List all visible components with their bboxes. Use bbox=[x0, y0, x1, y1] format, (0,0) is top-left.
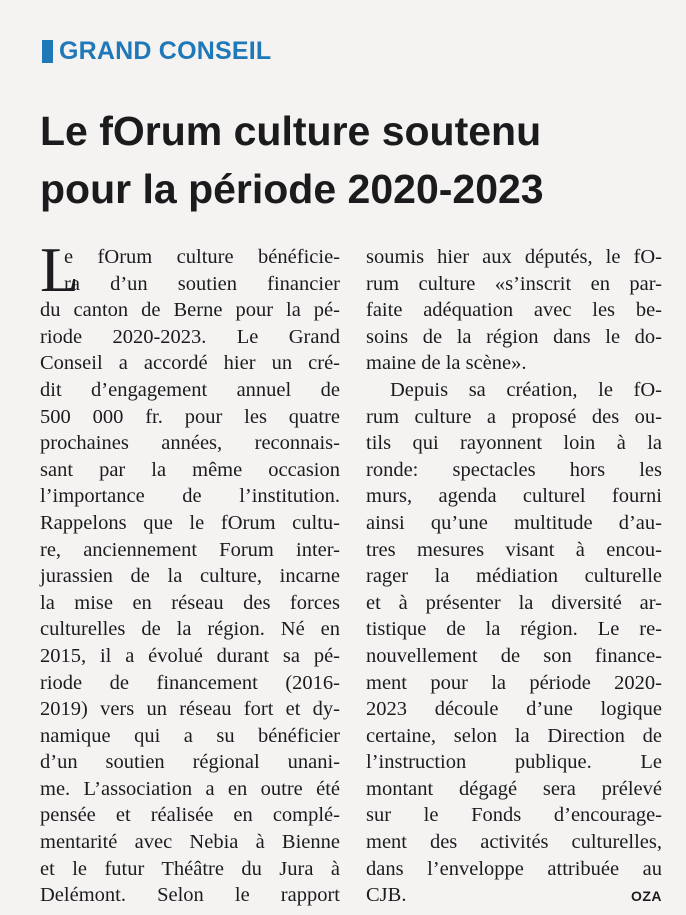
text-line: ronde: spectacles hors les bbox=[366, 458, 662, 481]
text-line: dit d’engagement annuel de bbox=[40, 378, 340, 401]
text-line: certaine, selon la Direction de bbox=[366, 724, 662, 747]
article-column-left bbox=[40, 234, 340, 909]
text-line: sant par la même occasion bbox=[40, 458, 340, 481]
text-line: la mise en réseau des forces bbox=[40, 591, 340, 614]
text-line: tils qui rayonnent loin à la bbox=[366, 432, 662, 455]
text-line: soumis hier aux députés, le fO- bbox=[366, 246, 662, 268]
text-line: tistique de la région. Le re- bbox=[366, 618, 662, 641]
headline-line-1: Le fOrum culture soutenu bbox=[40, 108, 542, 154]
text-line: culturelles de la région. Né en bbox=[40, 618, 340, 641]
article-column-right bbox=[366, 244, 662, 910]
headline-line-2: pour la période 2020-2023 bbox=[40, 166, 544, 212]
text-line: rum culture a proposé des ou- bbox=[366, 405, 662, 428]
section-label: GRAND CONSEIL bbox=[59, 37, 272, 65]
text-line: ment des activités culturelles, bbox=[366, 831, 662, 854]
section-kicker bbox=[42, 37, 271, 65]
text-line: sur le Fonds d’encourage- bbox=[366, 804, 662, 827]
text-line: l’importance de l’institution. bbox=[40, 485, 340, 508]
text-line: pensée et réalisée en complé- bbox=[40, 804, 340, 827]
text-line: ainsi qu’une multitude d’au- bbox=[366, 511, 662, 534]
text-line: tres mesures visant à encou- bbox=[366, 538, 662, 561]
text-line: riode 2020-2023. Le Grand bbox=[40, 325, 340, 348]
text-line: montant dégagé sera prélevé bbox=[366, 777, 662, 800]
text-line: faite adéquation avec les be- bbox=[366, 299, 662, 322]
text-line: soins de la région dans le do- bbox=[366, 325, 662, 348]
text-line: riode de financement (2016- bbox=[40, 671, 340, 694]
lead-block bbox=[40, 234, 340, 305]
closing-line bbox=[366, 882, 662, 910]
text-line: Depuis sa création, le fO- bbox=[390, 378, 662, 401]
text-line: 2019) vers un réseau fort et dy- bbox=[40, 698, 340, 721]
text-line: e fOrum culture bénéficie- bbox=[64, 246, 340, 268]
text-line: dans l’enveloppe attribuée au bbox=[366, 857, 662, 880]
text-line: et à présenter la diversité ar- bbox=[366, 591, 662, 614]
text-line: maine de la scène». bbox=[366, 352, 527, 375]
text-line: l’instruction publique. Le bbox=[366, 751, 662, 774]
text-line: mentarité avec Nebia à Bienne bbox=[40, 831, 340, 854]
text-line: rum culture «s’inscrit en par- bbox=[366, 272, 662, 295]
text-line: CJB. bbox=[366, 884, 407, 907]
text-line: jurassien de la culture, incarne bbox=[40, 565, 340, 588]
author-signature: OZA bbox=[630, 888, 662, 905]
text-line: ra d’un soutien financier bbox=[64, 272, 340, 295]
text-line: Delémont. Selon le rapport bbox=[40, 884, 340, 907]
drop-cap: L bbox=[40, 234, 80, 305]
text-line: 2015, il a évolué durant sa pé- bbox=[40, 644, 340, 667]
text-line: 500 000 fr. pour les quatre bbox=[40, 405, 340, 428]
text-line: prochaines années, reconnais- bbox=[40, 432, 340, 455]
text-line: namique qui a su bénéficier bbox=[40, 724, 340, 747]
text-line: d’un soutien régional unani- bbox=[40, 751, 340, 774]
text-line: 2023 découle d’une logique bbox=[366, 698, 662, 721]
section-marker-square bbox=[42, 40, 53, 63]
text-line: Rappelons que le fOrum cultu- bbox=[40, 511, 340, 534]
text-line: du canton de Berne pour la pé- bbox=[40, 299, 340, 322]
text-line: rager la médiation culturelle bbox=[366, 565, 662, 588]
text-line: ment pour la période 2020- bbox=[366, 671, 662, 694]
text-line: Conseil a accordé hier un cré- bbox=[40, 352, 340, 375]
text-line: et le futur Théâtre du Jura à bbox=[40, 857, 340, 880]
headline bbox=[40, 102, 660, 218]
text-line: re, anciennement Forum inter- bbox=[40, 538, 340, 561]
text-line: me. L’association a en outre été bbox=[40, 777, 340, 800]
text-line: nouvellement de son finance- bbox=[366, 644, 662, 667]
text-line: murs, agenda culturel fourni bbox=[366, 485, 662, 508]
